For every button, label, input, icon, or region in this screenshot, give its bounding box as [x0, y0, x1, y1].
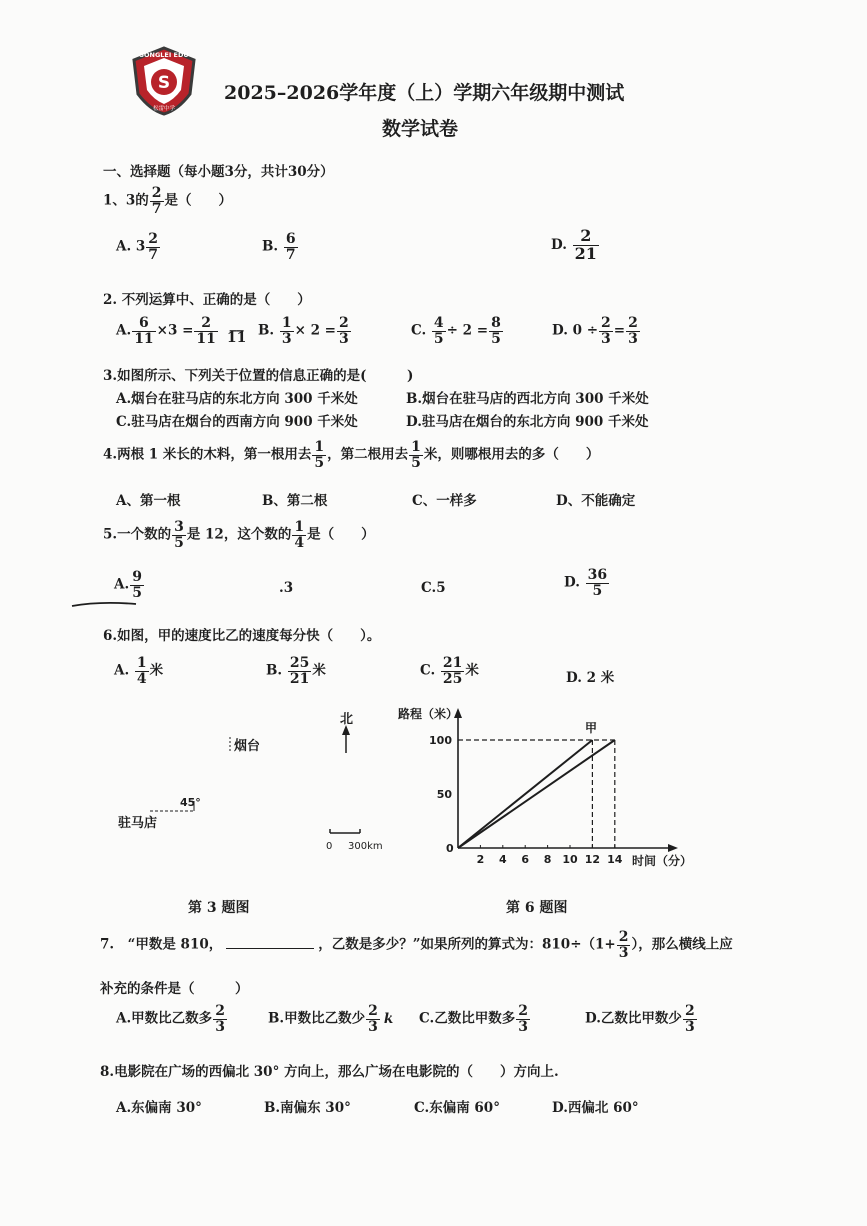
- y-tick-label: 100: [429, 734, 452, 747]
- scale-zero: 0: [326, 841, 333, 852]
- logo-text: SONGLEI EDU: [139, 51, 189, 59]
- logo-emblem-icon: [128, 44, 200, 118]
- north-label: 北: [340, 712, 354, 727]
- question-7-stem-line2: 补充的条件是（ ）: [100, 981, 249, 997]
- x-tick-label: 4: [498, 853, 507, 866]
- chart-ylabel: 路程（米）: [398, 707, 459, 721]
- question-6-stem: 6.如图，甲的速度比乙的速度每分快（ ）。: [103, 628, 381, 644]
- figure-3-map: [110, 705, 410, 865]
- figure-6-chart: [380, 700, 710, 875]
- question-5-option-a[interactable]: A. $\frac{9}{5}$: [114, 569, 142, 601]
- question-3-option-b[interactable]: B.烟台在驻马店的西北方向 300 千米处: [406, 391, 649, 407]
- yantai-label: 烟台: [234, 739, 261, 754]
- question-3-option-c[interactable]: C.驻马店在烟台的西南方向 900 千米处: [116, 414, 358, 430]
- question-7-option-d[interactable]: D.乙数比甲数少 $\frac{2}{3}$: [585, 1003, 695, 1035]
- chart-xlabel: 时间（分）: [632, 854, 693, 868]
- question-5-stem: 5.一个数的 $\frac{3}{5}$ 是 12，这个数的 $\frac{1}{4}$ 是（ ）: [103, 519, 375, 551]
- question-7-option-a[interactable]: A.甲数比乙数多 $\frac{2}{3}$: [116, 1003, 225, 1035]
- question-5-option-b[interactable]: .3: [279, 580, 294, 596]
- logo-letter: S: [157, 73, 171, 93]
- answer-blank[interactable]: [226, 936, 314, 949]
- handwritten-mark: k: [383, 1010, 394, 1027]
- question-3-option-a[interactable]: A.烟台在驻马店的东北方向 300 千米处: [116, 391, 358, 407]
- question-8-stem: 8.电影院在广场的西偏北 30° 方向上，那么广场在电影院的（ ）方向上.: [100, 1064, 559, 1080]
- question-4-stem: 4.两根 1 米长的木料，第一根用去 $\frac{1}{5}$ ，第二根用去 $\frac{1}{5}$ 米，则哪根用去的多（ ）: [103, 439, 600, 471]
- question-1-option-a[interactable]: A. 3 $\frac{2}{7}$: [116, 231, 159, 263]
- question-4-option-b[interactable]: B、第二根: [262, 493, 328, 509]
- question-1-option-b[interactable]: B. $\frac{6}{7}$: [262, 231, 296, 263]
- question-5-option-d[interactable]: D. $\frac{36}{5}$: [564, 567, 608, 599]
- x-tick-label: 10: [562, 853, 578, 866]
- chart-origin: 0: [446, 842, 454, 855]
- figure-6-caption: 第 6 题图: [506, 900, 568, 916]
- section-heading: 一、选择题（每小题3分，共计30分）: [103, 164, 334, 180]
- question-4-option-c[interactable]: C、一样多: [412, 493, 477, 509]
- series-line-yi: [458, 740, 615, 848]
- handwritten-underline-mark: [70, 598, 140, 614]
- north-arrow-icon: [342, 725, 350, 753]
- page-subtitle: 数学试卷: [382, 118, 459, 140]
- question-6-option-d[interactable]: D. 2 米: [566, 670, 615, 686]
- question-1-option-d[interactable]: D. $\frac{2}{21}$: [551, 226, 597, 263]
- question-2-option-d[interactable]: D. 0 ÷ $\frac{2}{3}$ = $\frac{2}{3}$: [552, 315, 638, 347]
- question-8-option-d[interactable]: D.西偏北 60°: [552, 1100, 639, 1116]
- scale-label: 300km: [348, 841, 383, 852]
- question-4-option-d[interactable]: D、不能确定: [556, 493, 636, 509]
- x-tick-label: 12: [584, 853, 601, 866]
- question-3-option-d[interactable]: D.驻马店在烟台的东北方向 900 千米处: [406, 414, 649, 430]
- question-6-option-c[interactable]: C. $\frac{21}{25}$ 米: [420, 655, 479, 687]
- chart-axes: [454, 708, 678, 852]
- x-tick-label: 2: [476, 853, 485, 866]
- x-tick-label: 6: [521, 853, 530, 866]
- x-tick-label: 14: [607, 853, 623, 866]
- question-8-option-c[interactable]: C.东偏南 60°: [414, 1100, 500, 1116]
- question-2-option-b[interactable]: B. $\frac{1}{3}$ × 2 = $\frac{2}{3}$: [258, 315, 349, 347]
- question-4-option-a[interactable]: A、第一根: [116, 493, 181, 509]
- school-logo: [128, 44, 200, 118]
- y-tick-label: 50: [436, 788, 452, 801]
- question-5-option-c[interactable]: C.5: [421, 580, 446, 596]
- logo-seal-text: 松雷中学: [152, 106, 176, 112]
- question-1-stem: 1、3的 $\frac{2}{7}$ 是（ ）: [103, 185, 233, 217]
- series-jia-label: 甲: [585, 721, 598, 735]
- question-7-option-c[interactable]: C.乙数比甲数多 $\frac{2}{3}$: [419, 1003, 528, 1035]
- zhumadian-label: 驻马店: [118, 816, 158, 831]
- question-2-stem: 2. 不列运算中、正确的是（ ）: [103, 292, 311, 308]
- angle-label: 45°: [180, 796, 201, 809]
- question-2-option-a[interactable]: A. $\frac{6}{11}$ ×3 = $\frac{2}{11}$ __ 11: [116, 315, 247, 347]
- question-8-option-a[interactable]: A.东偏南 30°: [116, 1100, 202, 1116]
- question-7-option-b[interactable]: B.甲数比乙数少 $\frac{2}{3}$ k: [268, 1003, 394, 1035]
- question-2-option-c[interactable]: C. $\frac{4}{5}$ ÷ 2 = $\frac{8}{5}$: [411, 315, 501, 347]
- figure-3-caption: 第 3 题图: [188, 900, 250, 916]
- x-tick-label: 8: [543, 853, 552, 866]
- question-8-option-b[interactable]: B.南偏东 30°: [264, 1100, 351, 1116]
- question-6-option-b[interactable]: B. $\frac{25}{21}$ 米: [266, 655, 326, 687]
- page-title: 2025–2026学年度（上）学期六年级期中测试: [224, 82, 625, 104]
- series-line-jia: [458, 740, 592, 848]
- question-6-option-a[interactable]: A. $\frac{1}{4}$ 米: [114, 655, 164, 687]
- question-3-stem: 3.如图所示、下列关于位置的信息正确的是( ): [103, 368, 414, 384]
- question-7-stem: 7. “甲数是 810， ，乙数是多少？”如果所列的算式为：810÷（1+ $\frac{2}{3}$ ），那么横线上应: [100, 929, 733, 961]
